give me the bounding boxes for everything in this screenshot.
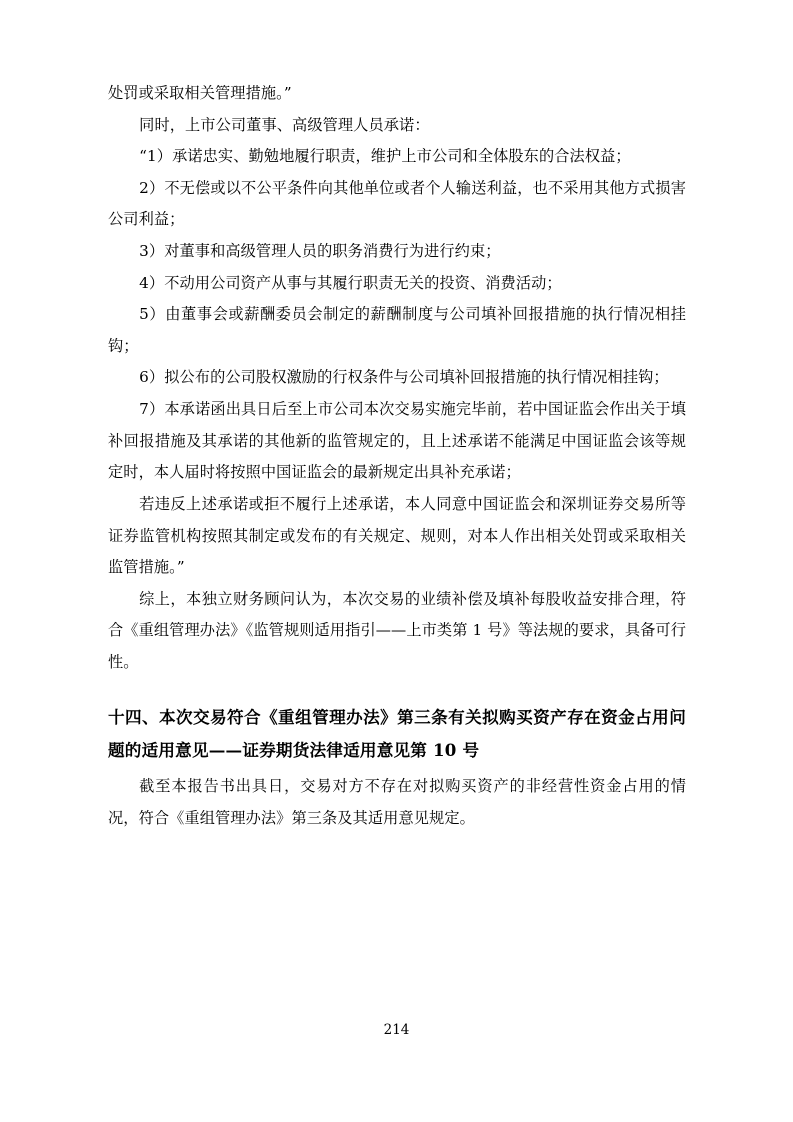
paragraph: 7）本承诺函出具日后至上市公司本次交易实施完毕前，若中国证监会作出关于填补回报措施及其承诺的其他新的监管规定的，且上述承诺不能满足中国证监会该等规定时，本人届时将按照中国证监会的最新规定出具补充承诺； (108, 400, 686, 482)
paragraph: 6）拟公布的公司股权激励的行权条件与公司填补回报措施的执行情况相挂钩； (139, 368, 669, 387)
page-number: 214 (383, 1022, 410, 1038)
paragraph: 处罚或采取相关管理措施。” (108, 84, 292, 102)
document-body (108, 78, 686, 834)
paragraph: 4）不动用公司资产从事与其履行职责无关的投资、消费活动； (139, 273, 562, 292)
paragraph: 若违反上述承诺或拒不履行上述承诺，本人同意中国证监会和深圳证券交易所等证券监管机构按照其制定或发布的有关规定、规则，对本人作出相关处罚或采取相关监管措施。” (108, 494, 686, 577)
paragraph: 同时，上市公司董事、高级管理人员承诺： (139, 115, 430, 134)
paragraph: 3）对董事和高级管理人员的职务消费行为进行约束； (139, 242, 501, 261)
paragraph: 2）不无偿或以不公平条件向其他单位或者个人输送利益，也不采用其他方式损害公司利益； (108, 178, 686, 229)
paragraph: “1）承诺忠实、勤勉地履行职责，维护上市公司和全体股东的合法权益； (139, 147, 631, 166)
paragraph: 5）由董事会或薪酬委员会制定的薪酬制度与公司填补回报措施的执行情况相挂钩； (108, 305, 686, 355)
paragraph: 截至本报告书出具日，交易对方不存在对拟购买资产的非经营性资金占用的情况，符合《重组管理办法》第三条及其适用意见规定。 (108, 776, 686, 827)
section-heading: 十四、本次交易符合《重组管理办法》第三条有关拟购买资产存在资金占用问题的适用意见——证券期货法律适用意见第 10 号 (108, 706, 686, 760)
paragraph: 综上，本独立财务顾问认为，本次交易的业绩补偿及填补每股收益安排合理，符合《重组管理办法》《监管规则适用指引——上市类第 1 号》等法规的要求，具备可行性。 (108, 589, 686, 671)
